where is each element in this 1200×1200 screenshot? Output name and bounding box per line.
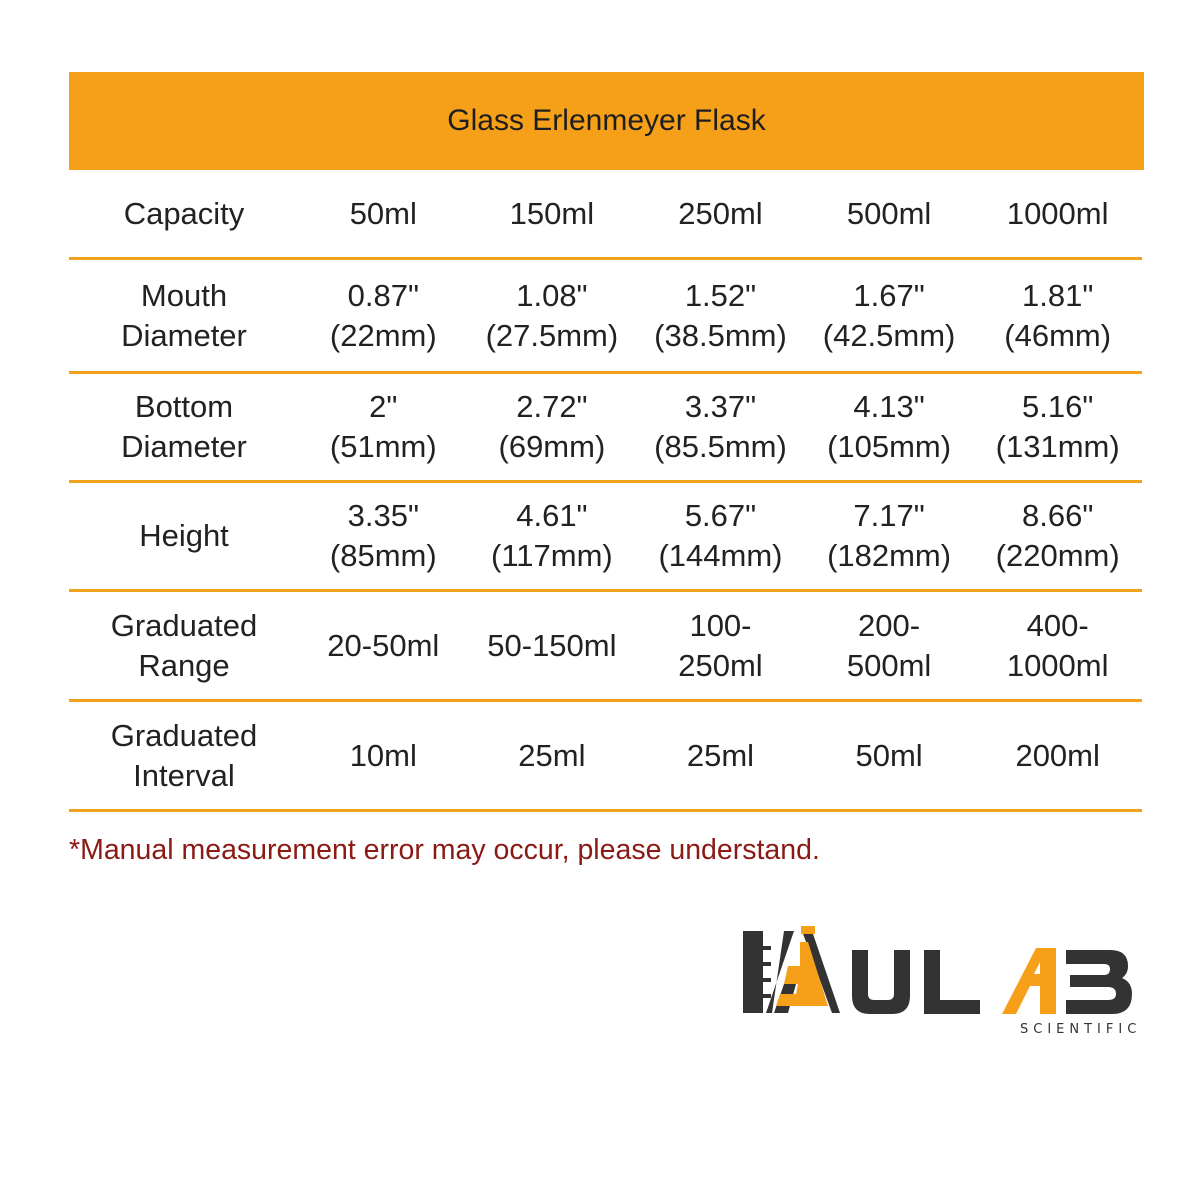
table-cell: 25ml: [518, 737, 586, 773]
table-cell: 0.87" (22mm): [329, 277, 437, 353]
row-label: Height: [139, 518, 229, 553]
table-cell: 250ml: [678, 195, 763, 231]
table-cell: 4.13" (105mm): [827, 389, 952, 464]
row-label: Graduated Interval: [110, 717, 258, 793]
table-cell: 2" (51mm): [329, 389, 437, 464]
table-cell: 2.72" (69mm): [498, 389, 606, 464]
row-label: Graduated Range: [110, 607, 258, 683]
table-title-bar: [69, 72, 1144, 170]
logo-letter-b: [1066, 950, 1132, 1014]
table-cell: 50-150ml: [487, 627, 617, 663]
table-cell: 50ml: [349, 195, 417, 231]
table-cell: 1.52" (38.5mm): [654, 277, 787, 353]
table-row-graduated-interval: [69, 702, 1142, 812]
table-row-capacity: [69, 170, 1142, 260]
row-label: Mouth Diameter: [121, 277, 247, 353]
table-cell: 400- 1000ml: [1006, 607, 1109, 683]
table-cell: 1.67" (42.5mm): [822, 277, 956, 353]
table-cell: 3.37" (85.5mm): [654, 389, 787, 464]
table-row-mouth-diameter: [69, 260, 1142, 374]
spec-table: [69, 170, 1142, 812]
table-cell: 1.08" (27.5mm): [485, 277, 619, 353]
table-cell: 1000ml: [1006, 195, 1109, 231]
logo-letter-u: [852, 950, 910, 1014]
table-cell: 5.67" (144mm): [658, 498, 783, 573]
logo-subtitle: SCIENTIFIC: [1020, 1022, 1142, 1037]
table-row-bottom-diameter: [69, 374, 1142, 483]
table-cell: 5.16" (131mm): [995, 389, 1120, 464]
table-cell: 3.35" (85mm): [329, 498, 437, 573]
table-cell: 150ml: [509, 195, 595, 231]
flask-logo-icon: [743, 926, 840, 1013]
logo-letter-l: [924, 950, 980, 1014]
table-cell: 50ml: [855, 737, 923, 773]
table-cell: 500ml: [846, 195, 932, 231]
table-cell: 4.61" (117mm): [491, 498, 613, 573]
table-title: Glass Erlenmeyer Flask: [447, 104, 766, 137]
table-row-height: [69, 483, 1142, 592]
table-cell: 200ml: [1015, 737, 1100, 773]
table-row-graduated-range: [69, 592, 1142, 702]
logo-letter-a: [1002, 948, 1056, 1014]
row-label: Bottom Diameter: [121, 389, 247, 464]
table-cell: 10ml: [349, 737, 417, 773]
table-cell: 25ml: [686, 737, 755, 773]
table-cell: 20-50ml: [327, 627, 440, 663]
measurement-note: *Manual measurement error may occur, please understand.: [69, 834, 820, 866]
table-cell: 200- 500ml: [846, 607, 932, 683]
table-cell: 1.81" (46mm): [1004, 277, 1112, 353]
row-label: Capacity: [123, 195, 245, 231]
table-cell: 7.17" (182mm): [827, 498, 952, 573]
table-cell: 8.66" (220mm): [995, 498, 1120, 573]
table-cell: 100- 250ml: [678, 607, 763, 683]
